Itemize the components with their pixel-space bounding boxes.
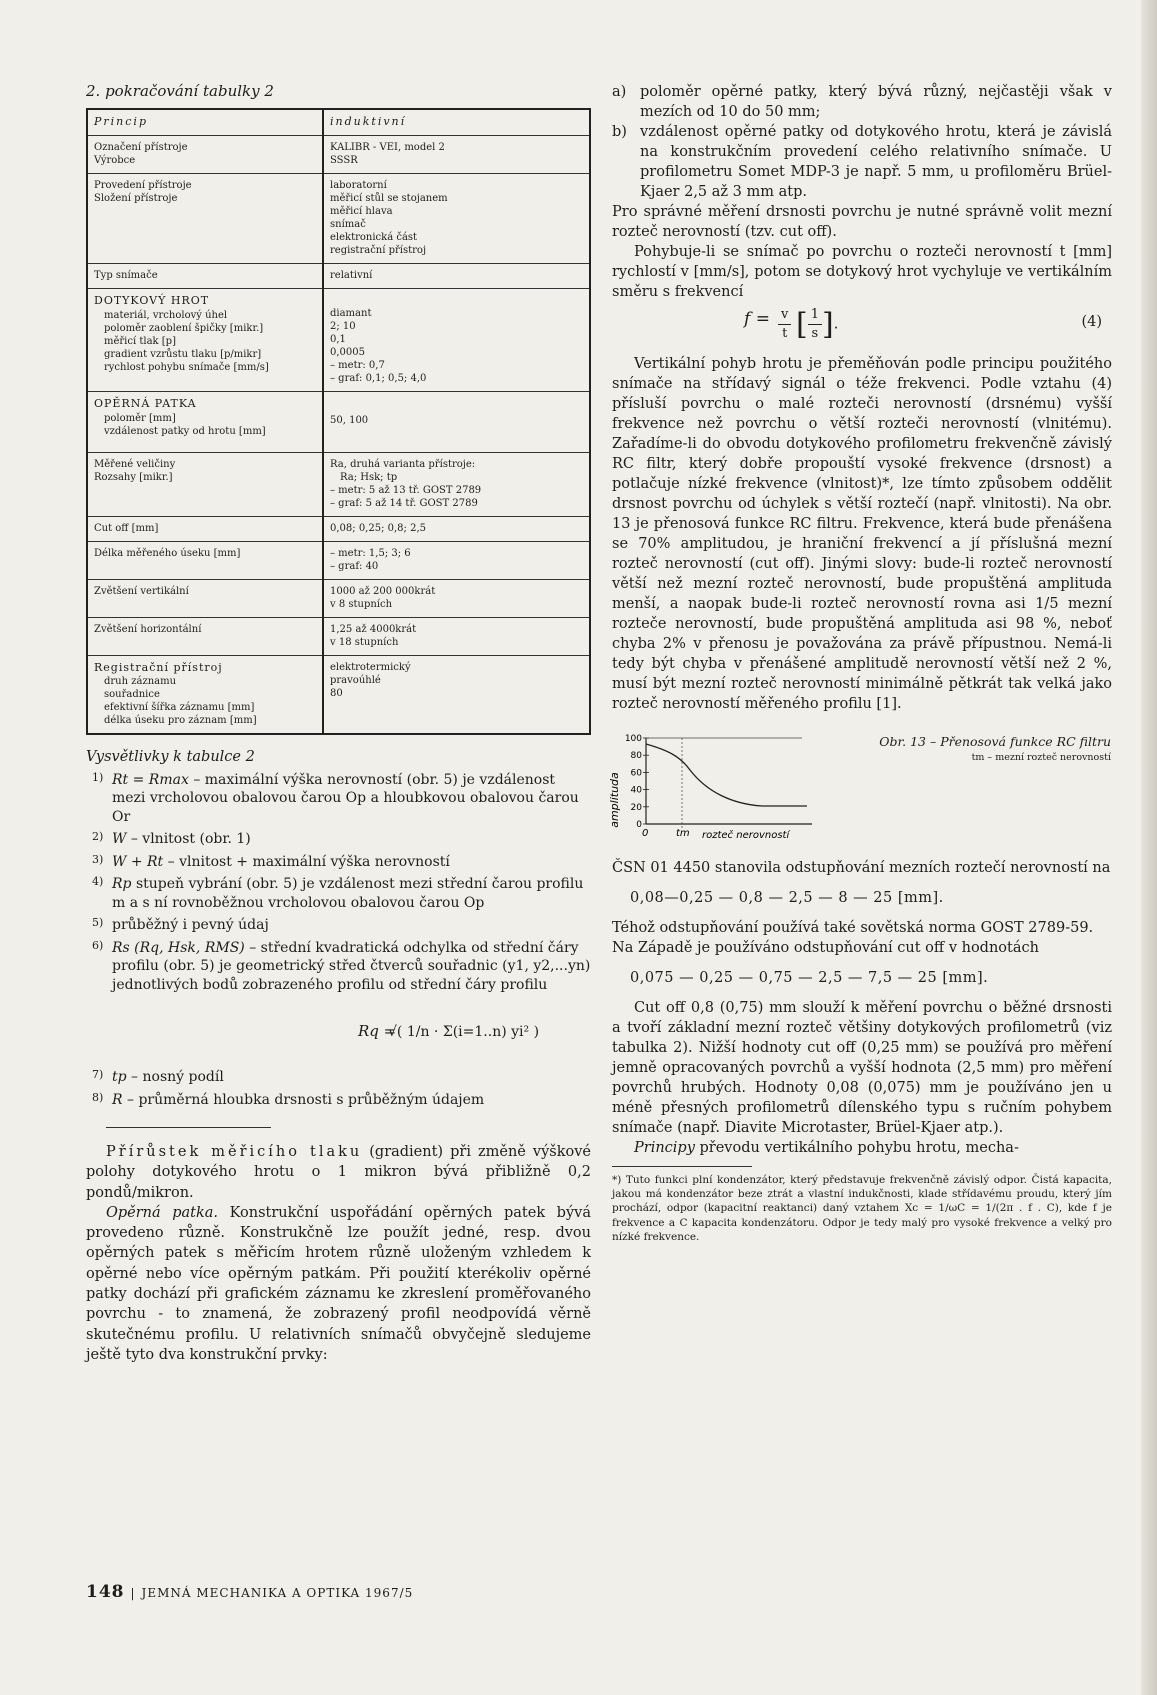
row-label	[87, 579, 323, 617]
item-a-text: poloměr opěrné patky, který bývá různý, nejčastěji však v mezích od 10 do 50 mm;	[640, 84, 1112, 120]
support-foot-text: Konstrukční uspořádání opěrných patek bývá provedeno různě. Konstrukčně lze použít jedné, resp. dvou opěrných patek s měřicím hrotem různě uloženým vzhledem k opěrné nebo více opěrným patkám. Při použití kterékoliv opěrné patky dochází při grafickém záznamu ke zkreslení proměřovaného povrchu - to znamená, že zobrazený profil neodpovídá věrně skutečnému profilu. U relativních snímačů obvyčejně sledujeme ještě tyto dva konstrukční prvky:	[86, 1204, 591, 1363]
journal-name: JEMNÁ MECHANIKA A OPTIKA 1967/5	[141, 1586, 414, 1600]
principles-lead: Principy	[634, 1140, 695, 1156]
x-axis-label: rozteč nerovností	[702, 830, 790, 841]
table-caption: 2. pokračování tabulky 2	[86, 82, 274, 100]
row-label-line: souřadnice	[104, 688, 160, 700]
item-a-label: a)	[612, 84, 627, 100]
note-symbol: Rs (Rq, Hsk, RMS)	[112, 939, 245, 956]
row-value-line: měřicí stůl se stojanem	[330, 193, 448, 205]
row-label-line: Registrační přístroj	[94, 660, 223, 674]
row-label-line: Zvětšení horizontální	[94, 623, 202, 635]
separator	[106, 1127, 271, 1128]
row-label	[87, 655, 323, 734]
header-inductive: induktivní	[330, 115, 407, 128]
row-label-line: rychlost pohybu snímače [mm/s]	[104, 361, 269, 373]
row-value-line: – graf: 0,1; 0,5; 4,0	[330, 373, 427, 385]
item-b-label: b)	[612, 124, 627, 140]
row-label-line: Zvětšení vertikální	[94, 585, 189, 597]
row-value-line: 80	[330, 687, 343, 699]
row-label	[87, 617, 323, 655]
row-value-line: relativní	[330, 270, 373, 282]
row-label-line: Provedení přístroje	[94, 180, 192, 192]
right-column	[608, 82, 1112, 1244]
footer-divider: |	[130, 1586, 136, 1600]
eq-label: (4)	[1081, 314, 1102, 330]
explanation-note	[86, 771, 591, 826]
row-value-line: měřicí hlava	[330, 206, 393, 218]
header-principle: Princip	[87, 109, 323, 136]
paragraph-cutoff: Pro správné měření drsnosti povrchu je nutné správně volit mezní rozteč nerovností (tzv. cut off).	[612, 204, 1112, 240]
x-origin-label: 0	[642, 828, 649, 839]
formula-rq	[86, 998, 591, 1068]
table-row	[87, 617, 590, 655]
paragraph-csn: ČSN 01 4450 stanovila odstupňování mezních roztečí nerovností na	[612, 860, 1111, 876]
paragraph-gost: Téhož odstupňování používá také sovětská norma GOST 2789-59.	[612, 920, 1094, 936]
y-axis-label: amplituda	[608, 772, 621, 828]
figure-13	[608, 730, 1112, 850]
row-label-line: Cut off [mm]	[94, 522, 159, 534]
row-value	[323, 516, 590, 541]
eq-unit-num: 1	[808, 306, 822, 325]
row-value-line: elektrotermický	[330, 661, 411, 673]
row-value-line: 0,0005	[330, 347, 365, 359]
paragraph-west: Na Západě je používáno odstupňování cut off v hodnotách	[612, 940, 1039, 956]
row-value-line: – metr: 5 až 13 tř. GOST 2789	[330, 484, 482, 496]
explanation-note	[86, 1091, 591, 1109]
table-row	[87, 174, 590, 264]
paragraph-support-foot	[86, 1203, 591, 1365]
equation-4	[612, 302, 1112, 354]
row-value-line: SSSR	[330, 155, 358, 167]
row-value-line: 50, 100	[330, 415, 369, 427]
row-label	[87, 516, 323, 541]
y-tick-label: 40	[630, 785, 642, 796]
row-label	[87, 174, 323, 264]
row-label	[87, 452, 323, 516]
row-value-line: pravoúhlé	[330, 674, 381, 686]
explanations-list	[86, 771, 591, 1109]
row-label-line: druh záznamu	[104, 675, 177, 687]
page-number: 148	[86, 1582, 125, 1602]
row-value-line: 0,08; 0,25; 0,8; 2,5	[330, 522, 426, 534]
row-label-line: délka úseku pro záznam [mm]	[104, 714, 257, 726]
row-label-line: vzdálenost patky od hrotu [mm]	[104, 425, 266, 437]
explanation-note	[86, 1068, 591, 1086]
explanation-note	[86, 830, 591, 848]
row-label-line: Rozsahy [mikr.]	[94, 471, 173, 483]
row-label-line: DOTYKOVÝ HROT	[94, 294, 210, 308]
row-value	[323, 392, 590, 452]
list-item-a	[612, 82, 1112, 122]
explanation-note	[86, 853, 591, 871]
explanation-note	[86, 916, 591, 934]
table-row	[87, 452, 590, 516]
note-text: – průměrná hloubka drsnosti s průběžným údajem	[127, 1091, 485, 1108]
row-label-line: Složení přístroje	[94, 193, 178, 205]
paragraph-principles	[612, 1138, 1112, 1158]
row-value-line: registrační přístroj	[330, 245, 427, 257]
table-row	[87, 541, 590, 579]
table-row	[87, 289, 590, 392]
note-number: 7)	[92, 1068, 104, 1082]
note-symbol: Rt = Rmax	[112, 771, 189, 788]
transfer-curve	[646, 744, 807, 806]
paragraph-gradient	[86, 1142, 591, 1203]
note-text: – maximální výška nerovností (obr. 5) je vzdálenost mezi vrcholovou obalovou čarou Op a hloubkovou obalovou čarou Or	[112, 771, 579, 825]
row-value	[323, 136, 590, 174]
note-number: 5)	[92, 916, 104, 930]
row-label	[87, 264, 323, 289]
row-value-line: snímač	[330, 219, 366, 231]
left-column	[86, 82, 591, 1365]
note-text: průběžný i pevný údaj	[112, 917, 269, 934]
row-label	[87, 541, 323, 579]
cutoff-sequence-csn: 0,08—0,25 — 0,8 — 2,5 — 8 — 25 [mm].	[630, 890, 944, 906]
row-value-line: Ra; Hsk; tp	[340, 471, 398, 483]
row-value	[323, 579, 590, 617]
footnote-separator	[612, 1166, 752, 1167]
note-number: 1)	[92, 770, 104, 784]
note-symbol: R	[112, 1091, 123, 1108]
row-label	[87, 289, 323, 392]
list-item-b	[612, 122, 1112, 202]
figure-caption	[866, 734, 1111, 765]
note-text: stupeň vybrání (obr. 5) je vzdálenost mezi střední čarou profilu m a s ní rovnoběžnou vrcholovou obalovou čarou Op	[112, 876, 584, 911]
y-tick-label: 20	[630, 802, 642, 813]
table-row	[87, 392, 590, 452]
table-header-row	[87, 109, 590, 136]
row-value	[323, 617, 590, 655]
note-symbol: W + Rt	[112, 853, 164, 870]
note-text: – vlnitost (obr. 1)	[130, 831, 251, 848]
support-foot-lead: Opěrná patka.	[106, 1204, 219, 1221]
y-tick-label: 60	[630, 768, 642, 779]
row-label-line: efektivní šířka záznamu [mm]	[104, 701, 255, 713]
note-text: – vlnitost + maximální výška nerovností	[167, 853, 450, 870]
eq-fraction: $\frac{v}{t}$ [ $\frac{1}{s}$ ].	[778, 304, 838, 345]
page-edge	[1141, 0, 1157, 1695]
row-value-line: 2; 10	[330, 321, 356, 333]
item-b-text: vzdálenost opěrné patky od dotykového hrotu, která je závislá na konstrukčním provedení celého relativního snímače. U profilometru Somet MDP-3 je např. 5 mm, u profiloměru Brüel-Kjaer 2,5 až 3 mm atp.	[640, 124, 1112, 200]
formula-rhs: √( 1/n · Σ(i=1..n) yi² )	[388, 1024, 540, 1041]
row-label-line: poloměr [mm]	[104, 412, 176, 424]
row-value-line: v 8 stupních	[330, 598, 393, 610]
row-value	[323, 655, 590, 734]
row-value-line: – graf: 5 až 14 tř. GOST 2789	[330, 497, 478, 509]
page-footer	[86, 1582, 413, 1602]
row-label-line: gradient vzrůstu tlaku [p/mikr]	[104, 348, 262, 360]
row-value-line: 1000 až 200 000krát	[330, 585, 436, 597]
row-label-line: Měřené veličiny	[94, 458, 176, 470]
row-label-line: Výrobce	[94, 155, 136, 167]
paragraph-frequency: Pohybuje-li se snímač po povrchu o rozteči nerovností t [mm] rychlostí v [mm/s], potom se dotykový hrot vychyluje ve vertikálním směru s frekvencí	[612, 244, 1112, 300]
bracket-left: [	[795, 307, 808, 342]
paragraph-cutoff-usage: Cut off 0,8 (0,75) mm slouží k měření povrchu o běžné drsnosti a tvoří základní mezní rozteč většiny dotykových profilometrů (viz tabulka 2). Nižší hodnoty cut off (0,25 mm) se používá pro měření jemně opracovaných povrchů a vyšší hodnota (2,5 mm) pro měření povrchů hrubých. Hodnoty 0,08 (0,075) mm je používáno jen u méně přesných profilometrů dílenského typu s ručním pohybem snímače (např. Diavite Microtaster, Brüel-Kjaer atp.).	[612, 1000, 1112, 1136]
note-number: 3)	[92, 852, 104, 866]
eq-denominator: t	[782, 326, 788, 342]
row-value	[323, 174, 590, 264]
bracket-right: ]	[821, 307, 834, 342]
row-label-line: Označení přístroje	[94, 142, 188, 154]
row-label-line: Délka měřeného úseku [mm]	[94, 547, 241, 559]
row-label-line: OPĚRNÁ PATKA	[94, 397, 197, 411]
note-symbol: tp	[112, 1069, 127, 1086]
row-value	[323, 452, 590, 516]
explanation-note	[86, 875, 591, 912]
note-text: – střední kvadratická odchylka od střední čáry profilu (obr. 5) je geometrický střed čtverců souřadnic (y1, y2,...yn) jednotlivých bodů zobrazeného profilu od střední čáry profilu	[112, 939, 591, 993]
note-symbol: W	[112, 831, 127, 848]
note-number: 4)	[92, 875, 104, 889]
table-row	[87, 264, 590, 289]
figure-title: Obr. 13 – Přenosová funkce RC filtru	[879, 734, 1111, 749]
row-label-line: měřicí tlak [p]	[104, 335, 176, 347]
row-value-line: Ra, druhá varianta přístroje:	[330, 458, 476, 470]
y-tick-label: 0	[636, 820, 642, 830]
row-value-line: elektronická část	[330, 232, 418, 244]
row-value-line: v 18 stupních	[330, 636, 399, 648]
explanations-title: Vysvětlivky k tabulce 2	[86, 748, 255, 765]
footnote: *) Tuto funkci plní kondenzátor, který představuje frekvenčně závislý odpor. Čistá kapacita, jakou má kondenzátor beze ztrát a vlastní indukčnosti, klade střídavému proudu, který jím prochází, odpor (kapacitní reaktanci) daný vztahem Xc = 1/ωC = 1/(2π . f . C), kde f je frekvence a C kapacita kondenzátoru. Odpor je tedy malý pro vysoké frekvence a velký pro nízké frekvence.	[612, 1174, 1112, 1243]
y-tick-label: 80	[630, 751, 642, 762]
row-value-line: diamant	[330, 308, 372, 320]
figure-subcaption: tm – mezní rozteč nerovností	[971, 752, 1111, 764]
eq-lhs: f =	[744, 309, 770, 329]
formula-lhs: Rq =	[358, 1022, 397, 1041]
row-label-line: poloměr zaoblení špičky [mikr.]	[104, 322, 264, 334]
table-row	[87, 516, 590, 541]
row-value-line: – graf: 40	[330, 560, 379, 572]
table-row	[87, 655, 590, 734]
row-value-line: laboratorní	[330, 180, 387, 192]
row-label	[87, 392, 323, 452]
row-value	[323, 264, 590, 289]
row-label	[87, 136, 323, 174]
row-value-line: – metr: 1,5; 3; 6	[330, 547, 411, 559]
eq-numerator: v	[778, 306, 791, 325]
note-number: 6)	[92, 938, 104, 952]
note-symbol: Rp	[112, 876, 132, 893]
rc-filter-chart	[608, 730, 852, 850]
gradient-text: (gradient) při změně výškové polohy dotykového hrotu o 1 mikron bývá přibližně 0,2 pondů/mikron.	[86, 1143, 591, 1201]
gradient-lead: Přírůstek měřicího tlaku	[106, 1143, 363, 1160]
row-label-line: materiál, vrcholový úhel	[104, 309, 228, 321]
y-ticks	[625, 734, 649, 830]
principles-text: převodu vertikálního pohybu hrotu, mecha-	[694, 1140, 1019, 1156]
note-number: 8)	[92, 1090, 104, 1104]
row-value	[323, 541, 590, 579]
y-tick-label: 100	[624, 734, 642, 744]
row-value-line: – metr: 0,7	[330, 360, 385, 372]
spec-table	[86, 108, 591, 735]
x-tm-label: tm	[676, 828, 690, 839]
row-value-line: 0,1	[330, 334, 346, 346]
explanation-note	[86, 939, 591, 994]
table-row	[87, 579, 590, 617]
row-label-line: Typ snímače	[94, 270, 158, 282]
eq-unit-den: s	[811, 326, 819, 342]
row-value-line: 1,25 až 4000krát	[330, 623, 417, 635]
row-value	[323, 289, 590, 392]
cutoff-sequence-west: 0,075 — 0,25 — 0,75 — 2,5 — 7,5 — 25 [mm].	[630, 970, 989, 986]
note-text: – nosný podíl	[131, 1069, 224, 1086]
table-row	[87, 136, 590, 174]
note-number: 2)	[92, 830, 104, 844]
paragraph-vertical-motion: Vertikální pohyb hrotu je přeměňován podle principu použitého snímače na střídavý signál o téže frekvenci. Podle vztahu (4) přísluší povrchu o malé rozteči nerovností (drsnému) vyšší frekvence než povrchu o větší rozteči nerovností (vlnitému). Zařadíme-li do obvodu dotykového profilometru frekvenčně závislý RC filtr, který dobře propouští vysoké frekvence (drsnost) a potlačuje nízké frekvence (vlnitost)*, lze tímto způsobem oddělit drsnost povrchu od úchylek s větší roztečí (např. vlnitosti). Na obr. 13 je přenosová funkce RC filtru. Frekvence, která bude přenášena se 70% amplitudou, je hraniční frekvencí a jí příslušná mezní rozteč nerovností (cut off). Jinými slovy: bude-li rozteč nerovností větší než mezní rozteč nerovností, bude propuštěná amplituda menší, a naopak bude-li rozteč nerovností rovna asi 1/5 mezní rozteče nerovností, bude propuštěná amplituda asi 98 %, neboť chyba 2% v přenosu je považována za právě přípustnou. Nemá-li tedy být chyba v přenášené amplitudě nerovností větší než 2 %, musí být mezní rozteč nerovností minimálně pětkrát tak velká jako rozteč nerovností měřeného profilu [1].	[612, 356, 1112, 712]
row-value-line: KALIBR - VEI, model 2	[330, 142, 445, 154]
